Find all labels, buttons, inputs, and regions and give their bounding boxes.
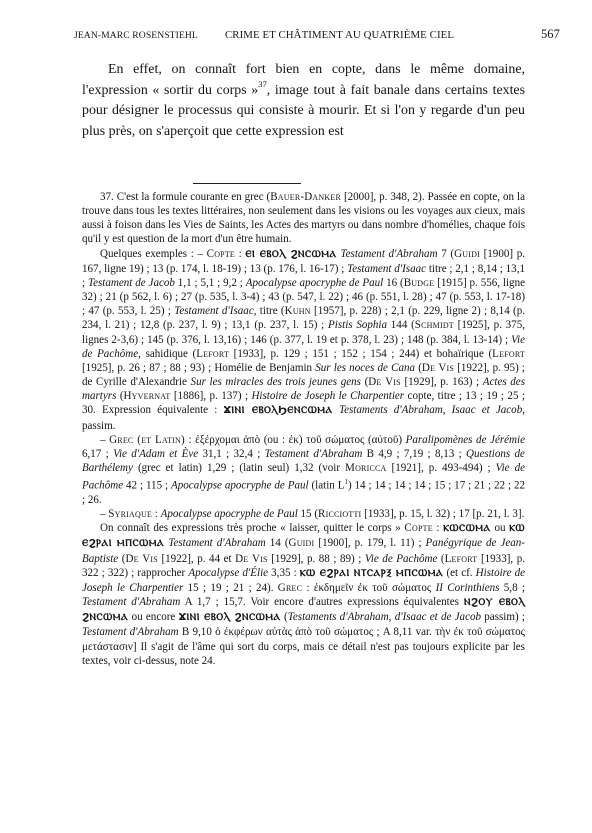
footnote-related-expressions: On connaît des expressions très proche « laisser, quitter le corps » Copte : ⲔⲰⲤⲰⲘⲀ ou ⲔⲰ ⲈϨⲢⲀⲒ ⲘⲠⲤⲰⲘⲀ Testament d'Abraham 14 (Guidi [1900], p. 179, l. 11) ; Panégyrique de Jean-Baptiste (De Vis [1922], p. 44 et De Vis [1929], p. 88 ; 89) ; Vie de Pachôme (Lefort [1933], p. 322 ; 322) ; rapprocher Apocalypse d'Élie 3,35 : ⲔⲰ ⲈϨⲢⲀⲒ ⲚⲦⲤⲀⲢⲜ ⲘⲠⲤⲰⲘⲀ (et cf. Histoire de Joseph le Charpentier 15 ; 19 ; 21 ; 24). Grec : ἐκδημεῖν ἐκ τοῦ σώματος II Corinthiens 5,8 ; Testament d'Abraham A 1,7 ; 15,7. Voir encore d'autres expressions équivalentes ⲚϨⲞⲨ ⲈⲂⲞⲖ ϨⲚⲤⲰⲘⲀ ou encore ϪⲒⲚⲒ ⲈⲂⲞⲖ ϨⲚⲤⲰⲘⲀ (Testaments d'Abraham, d'Isaac et de Jacob passim) ; Testament d'Abraham B 9,10 ὁ ἐκφέρων αὐτὰς ἀπὸ τοῦ σώματος ; A 8,11 var. τὴν ἐκ τοῦ σώματος μετάστασιν] Il s'agit de l'âme qui sort du corps, mais ce détail n'est pas toujours explicite par les textes, voir ci-dessus, note 24. xyxy=(82,522,526,667)
greek-text: τὴν ἐκ τοῦ σώματος μετάστασιν xyxy=(82,626,525,653)
coptic-text: ⲔⲰⲤⲰⲘⲀ xyxy=(443,523,491,535)
footnote-37 xyxy=(82,190,525,668)
coptic-text: ϪⲒⲚⲒ ⲈⲂⲞⲖϦⲈⲚⲤⲰⲘⲀ xyxy=(223,405,333,417)
coptic-text: ⲔⲰ ⲈϨⲢⲀⲒ ⲚⲦⲤⲀⲢⲜ ⲘⲠⲤⲰⲘⲀ xyxy=(299,567,444,579)
page-number: 567 xyxy=(540,27,560,41)
greek-text: ἐξέρχομαι ἀπὸ (ou : ἐκ) τοῦ σώματος (αὐτοῦ) xyxy=(195,433,403,446)
header-author: JEAN-MARC ROSENSTIEHL xyxy=(74,30,198,41)
running-header xyxy=(74,27,560,45)
greek-text: ὁ ἐκφέρων αὐτὰς ἀπὸ τοῦ σώματος xyxy=(215,626,374,639)
footnote-paragraph: 37. C'est la formule courante en grec (Bauer-Danker [2000], p. 348, 2). Passée en copte, on la trouve dans tous les textes littéraires, non seulement dans les visions ou les voyages aux cieux, mais aussi à foison dans les Vies de Saints, les Actes des martyrs ou dans nombre d'homélies, chaque fois qu'il y est question de la mort d'un être humain. xyxy=(82,191,525,246)
greek-text: ἐκδημεῖν ἐκ τοῦ σώματος xyxy=(313,581,432,594)
footnote-reference[interactable]: 37 xyxy=(258,78,267,89)
coptic-text: ⲈⲒ ⲈⲂⲞⲖ ϨⲚⲤⲰⲘⲀ xyxy=(245,248,337,260)
footnote-greek-examples: – Grec (et Latin) : ἐξέρχομαι ἀπὸ (ou : ἐκ) τοῦ σώματος (αὐτοῦ) Paralipomènes de Jérémie 6,17 ; Vie d'Adam et Ève 31,1 ; 32,4 ; Testament d'Abraham B 4,9 ; 7,19 ; 8,13 ; Questions de Barthélemy (grec et latin) 1,29 ; (latin seul) 1,32 (voir Moricca [1921], p. 493-494) ; Vie de Pachôme 42 ; 115 ; Apocalypse apocryphe de Paul (latin $L^1$) 14 ; 14 ; 14 ; 14 ; 15 ; 17 ; 21 ; 22 ; 22 ; 26. xyxy=(82,433,526,506)
coptic-text: ⲚϨⲞⲨ ⲈⲂⲞⲖ ϨⲚⲤⲰⲘⲀ xyxy=(82,597,525,624)
footnote-coptic-examples: Quelques exemples : – Copte : ⲈⲒ ⲈⲂⲞⲖ ϨⲚⲤⲰⲘⲀ Testament d'Abraham 7 (Guidi [1900] p. 167, ligne 19) ; 13 (p. 174, l. 18-19) ; 13 (p. 176, l. 16-17) ; Testament d'Isaac titre ; 2,1 ; 8,14 ; 13,1 ; Testament de Jacob 1,1 ; 5,1 ; 9,2 ; Apocalypse apocryphe de Paul 16 (Budge [1915] p. 556, ligne 32) ; 21 (p 562, l. 6) ; 27 (p. 535, l. 3-4) ; 43 (p. 547, l. 22) ; 46 (p. 551, l. 28) ; 47 (p. 553, l. 17-18) ; 47 (p. 553, l. 25) ; Testament d'Isaac, titre (Kuhn [1957], p. 228) ; 2,1 (p. 229, ligne 2) ; 8,14 (p. 234, l. 21) ; 12,8 (p. 237, l. 9) ; 13,1 (p. 237, l. 15) ; Pistis Sophia 144 (Schmidt [1925], p. 375, lignes 2-3,6) ; 145 (p. 376, l. 13,16) ; 146 (p. 377, l. 19 et p. 378, l. 23) ; 148 (p. 384, l. 13-14) ; Vie de Pachôme, sahidique (Lefort [1933], p. 129 ; 151 ; 152 ; 154 ; 244) et bohaïrique (Lefort [1925], p. 26 ; 87 ; 88 ; 93) ; Homélie de Benjamin Sur les noces de Cana (De Vis [1922], p. 95) ; de Cyrille d'Alexandrie Sur les miracles des trois jeunes gens (De Vis [1929], p. 163) ; Actes des martyrs (Hyvernat [1886], p. 137) ; Histoire de Joseph le Charpentier copte, titre ; 13 ; 19 ; 25 ; 30. Expression équivalente : ϪⲒⲚⲒ ⲈⲂⲞⲖϦⲈⲚⲤⲰⲘⲀ Testaments d'Abraham, Isaac et Jacob, passim. xyxy=(82,247,525,432)
footnote-rule xyxy=(193,183,301,184)
coptic-text: ⲔⲰ ⲈϨⲢⲀⲒ ⲘⲠⲤⲰⲘⲀ xyxy=(82,523,525,550)
body-paragraph: En effet, on connaît fort bien en copte, dans le même domaine, l'expression « sortir du corps »$^{37}$, image tout à fait banale dans certains textes pour désigner le processus qui consiste à mourir. Et si l'on y regarde d'un peu plus près, on s'aperçoit que cette expression est xyxy=(82,62,525,139)
footnote-syriac-examples: – Syriaque : Apocalypse apocryphe de Paul 15 (Ricciotti [1933], p. 15, l. 32) ; 17 [p. 21, l. 3]. xyxy=(100,508,525,521)
header-title: CRIME ET CHÂTIMENT AU QUATRIÈME CIEL xyxy=(225,29,455,41)
coptic-text: ϪⲒⲚⲒ ⲈⲂⲞⲖ ϨⲚⲤⲰⲘⲀ xyxy=(178,612,281,624)
